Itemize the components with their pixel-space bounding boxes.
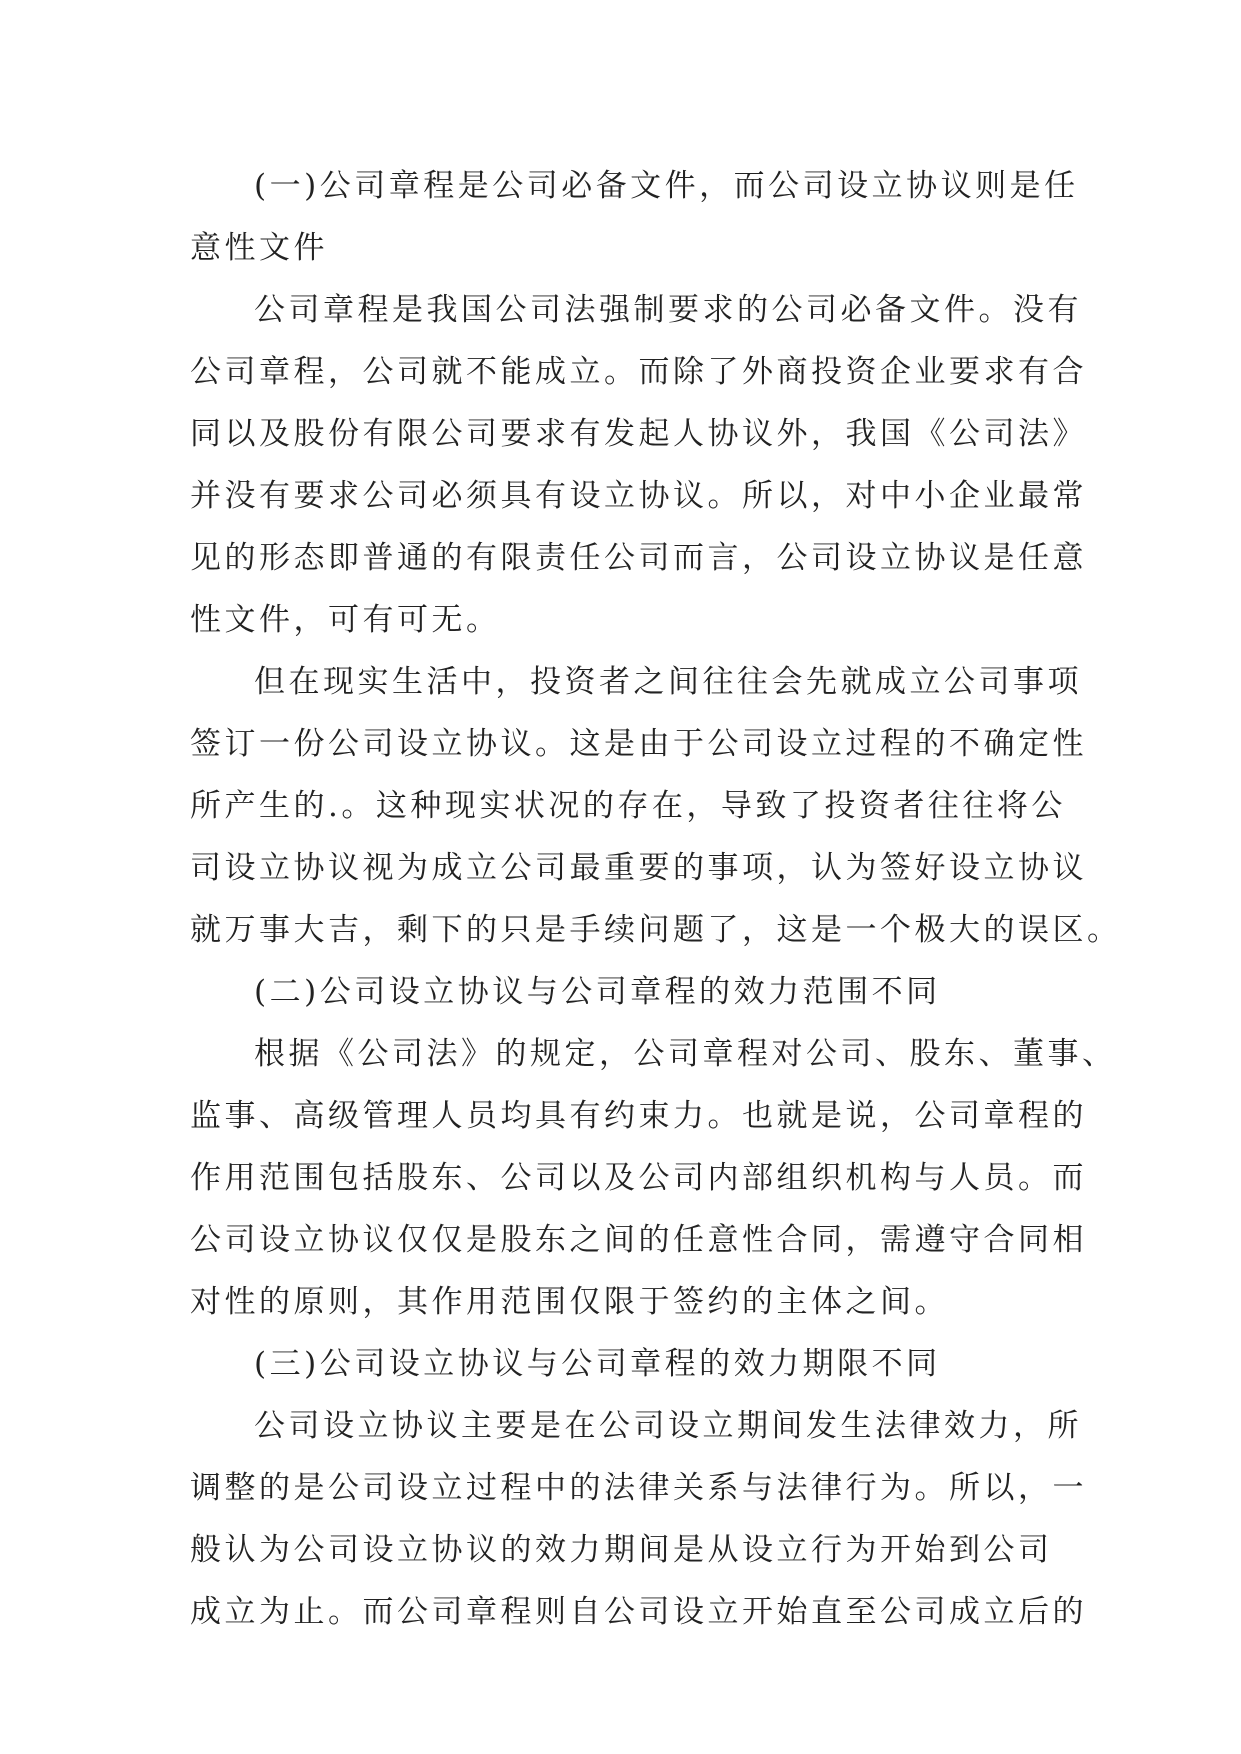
- text-line: 根据《公司法》的规定，公司章程对公司、股东、董事、: [254, 1036, 1117, 1072]
- text-line: 公司设立协议仅仅是股东之间的任意性合同，需遵守合同相: [190, 1222, 1087, 1258]
- text-line: 公司章程是我国公司法强制要求的公司必备文件。没有: [254, 292, 1082, 328]
- text-line: (一)公司章程是公司必备文件，而公司设立协议则是任: [254, 168, 1079, 204]
- text-line: 监事、高级管理人员均具有约束力。也就是说，公司章程的: [190, 1098, 1087, 1134]
- text-line: 同以及股份有限公司要求有发起人协议外，我国《公司法》: [190, 416, 1087, 452]
- text-line: 意性文件: [190, 230, 328, 266]
- text-line: 公司设立协议主要是在公司设立期间发生法律效力，所: [254, 1408, 1082, 1444]
- text-line: 公司章程，公司就不能成立。而除了外商投资企业要求有合: [190, 354, 1087, 390]
- text-line: 作用范围包括股东、公司以及公司内部组织机构与人员。而: [190, 1160, 1087, 1196]
- text-line: 但在现实生活中，投资者之间往往会先就成立公司事项: [254, 664, 1082, 700]
- text-line: 并没有要求公司必须具有设立协议。所以，对中小企业最常: [190, 478, 1087, 514]
- text-line: 司设立协议视为成立公司最重要的事项，认为签好设立协议: [190, 850, 1087, 886]
- text-line: (三)公司设立协议与公司章程的效力期限不同: [254, 1346, 941, 1382]
- text-line: 般认为公司设立协议的效力期间是从设立行为开始到公司: [190, 1532, 1053, 1568]
- text-line: 所产生的.。这种现实状况的存在，导致了投资者往往将公: [190, 788, 1066, 824]
- text-line: 见的形态即普通的有限责任公司而言，公司设立协议是任意: [190, 540, 1087, 576]
- text-line: 调整的是公司设立过程中的法律关系与法律行为。所以，一: [190, 1470, 1087, 1506]
- text-line: 就万事大吉，剩下的只是手续问题了，这是一个极大的误区。: [190, 912, 1122, 948]
- text-line: 成立为止。而公司章程则自公司设立开始直至公司成立后的: [190, 1594, 1087, 1630]
- text-line: 性文件，可有可无。: [190, 602, 501, 638]
- text-line: (二)公司设立协议与公司章程的效力范围不同: [254, 974, 941, 1010]
- text-line: 签订一份公司设立协议。这是由于公司设立过程的不确定性: [190, 726, 1087, 762]
- text-line: 对性的原则，其作用范围仅限于签约的主体之间。: [190, 1284, 949, 1320]
- document-page: [190, 155, 1122, 1643]
